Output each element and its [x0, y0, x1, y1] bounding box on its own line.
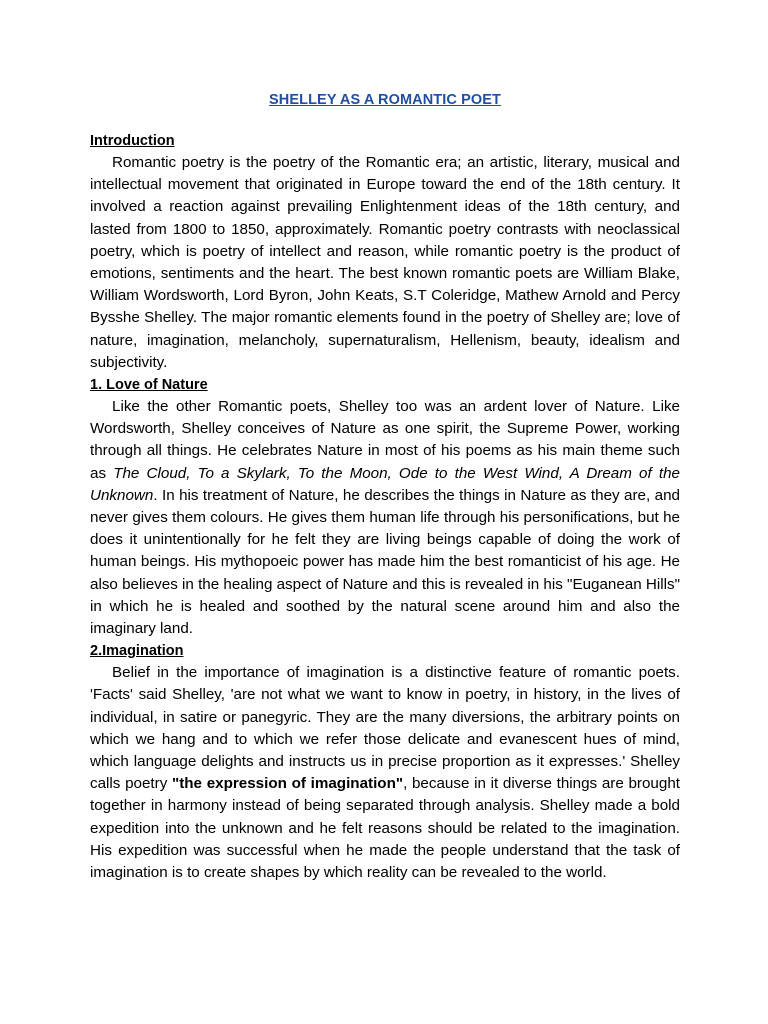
paragraph-text: , because in it diverse things are brought together in harmony instead of being separated through analysis. Shelley made a bold expedition into the unknown and he felt reasons should be related to the imagination. His expedition was successful when he made the people understand that the task of imagination is to create shapes by which reality can be revealed to the world. [90, 775, 680, 882]
paragraph-text: Belief in the importance of imagination is a distinctive feature of romantic poets. 'Facts' said Shelley, 'are not what we want to know in poetry, in history, in the lives of individual, in satire or panegyric. They are the many diversions, the arbitrary points on which we hang and to which we refer those delicate and evanescent hues of mind, which language delights and instructs us in precise proportion as it expresses.' Shelley calls poetry [90, 664, 680, 793]
section-heading: 1. Love of Nature [90, 377, 208, 394]
section-love-of-nature [90, 374, 680, 640]
section-heading: 2.Imagination [90, 643, 184, 660]
paragraph-text: . In his treatment of Nature, he describes the things in Nature as they are, and never gives them colours. He gives them human life through his personifications, but he does it unintentionally for he felt they are living beings capable of doing the work of human beings. His mythopoeic power has made him the best romanticist of his age. He also believes in the healing aspect of Nature and this is revealed in his "Euganean Hills" in which he is healed and soothed by the natural scene around him and also the imaginary land. [90, 486, 680, 638]
paragraph-text: Like the other Romantic poets, Shelley too was an ardent lover of Nature. Like Wordsworth, Shelley conceives of Nature as one spirit, the Supreme Power, working through all things. He celebrates Nature in most of his poems as his main theme such as [90, 398, 680, 482]
section-imagination [90, 640, 680, 884]
section-paragraph: Romantic poetry is the poetry of the Romantic era; an artistic, literary, musical and intellectual movement that originated in Europe toward the end of the 18th century. It involved a reaction against prevailing Enlightenment ideas of the 18th century, and lasted from 1800 to 1850, approximately. Romantic poetry contrasts with neoclassical poetry, which is poetry of intellect and reason, while romantic poetry is the product of emotions, sentiments and the heart. The best known romantic poets are William Blake, William Wordsworth, Lord Byron, John Keats, S.T Coleridge, Mathew Arnold and Percy Bysshe Shelley. The major romantic elements found in the poetry of Shelley are; love of nature, imagination, melancholy, supernaturalism, Hellenism, beauty, idealism and subjectivity. [90, 154, 680, 371]
poem-titles: The Cloud, To a Skylark, To the Moon, Ode to the West Wind, A Dream of the Unknown [90, 464, 680, 504]
document-title: SHELLEY AS A ROMANTIC POET [269, 92, 501, 108]
section-introduction [90, 130, 680, 374]
section-paragraph [90, 662, 680, 884]
section-heading: Introduction [90, 133, 175, 149]
bold-quote: "the expression of imagination" [172, 775, 404, 793]
section-paragraph [90, 396, 680, 640]
